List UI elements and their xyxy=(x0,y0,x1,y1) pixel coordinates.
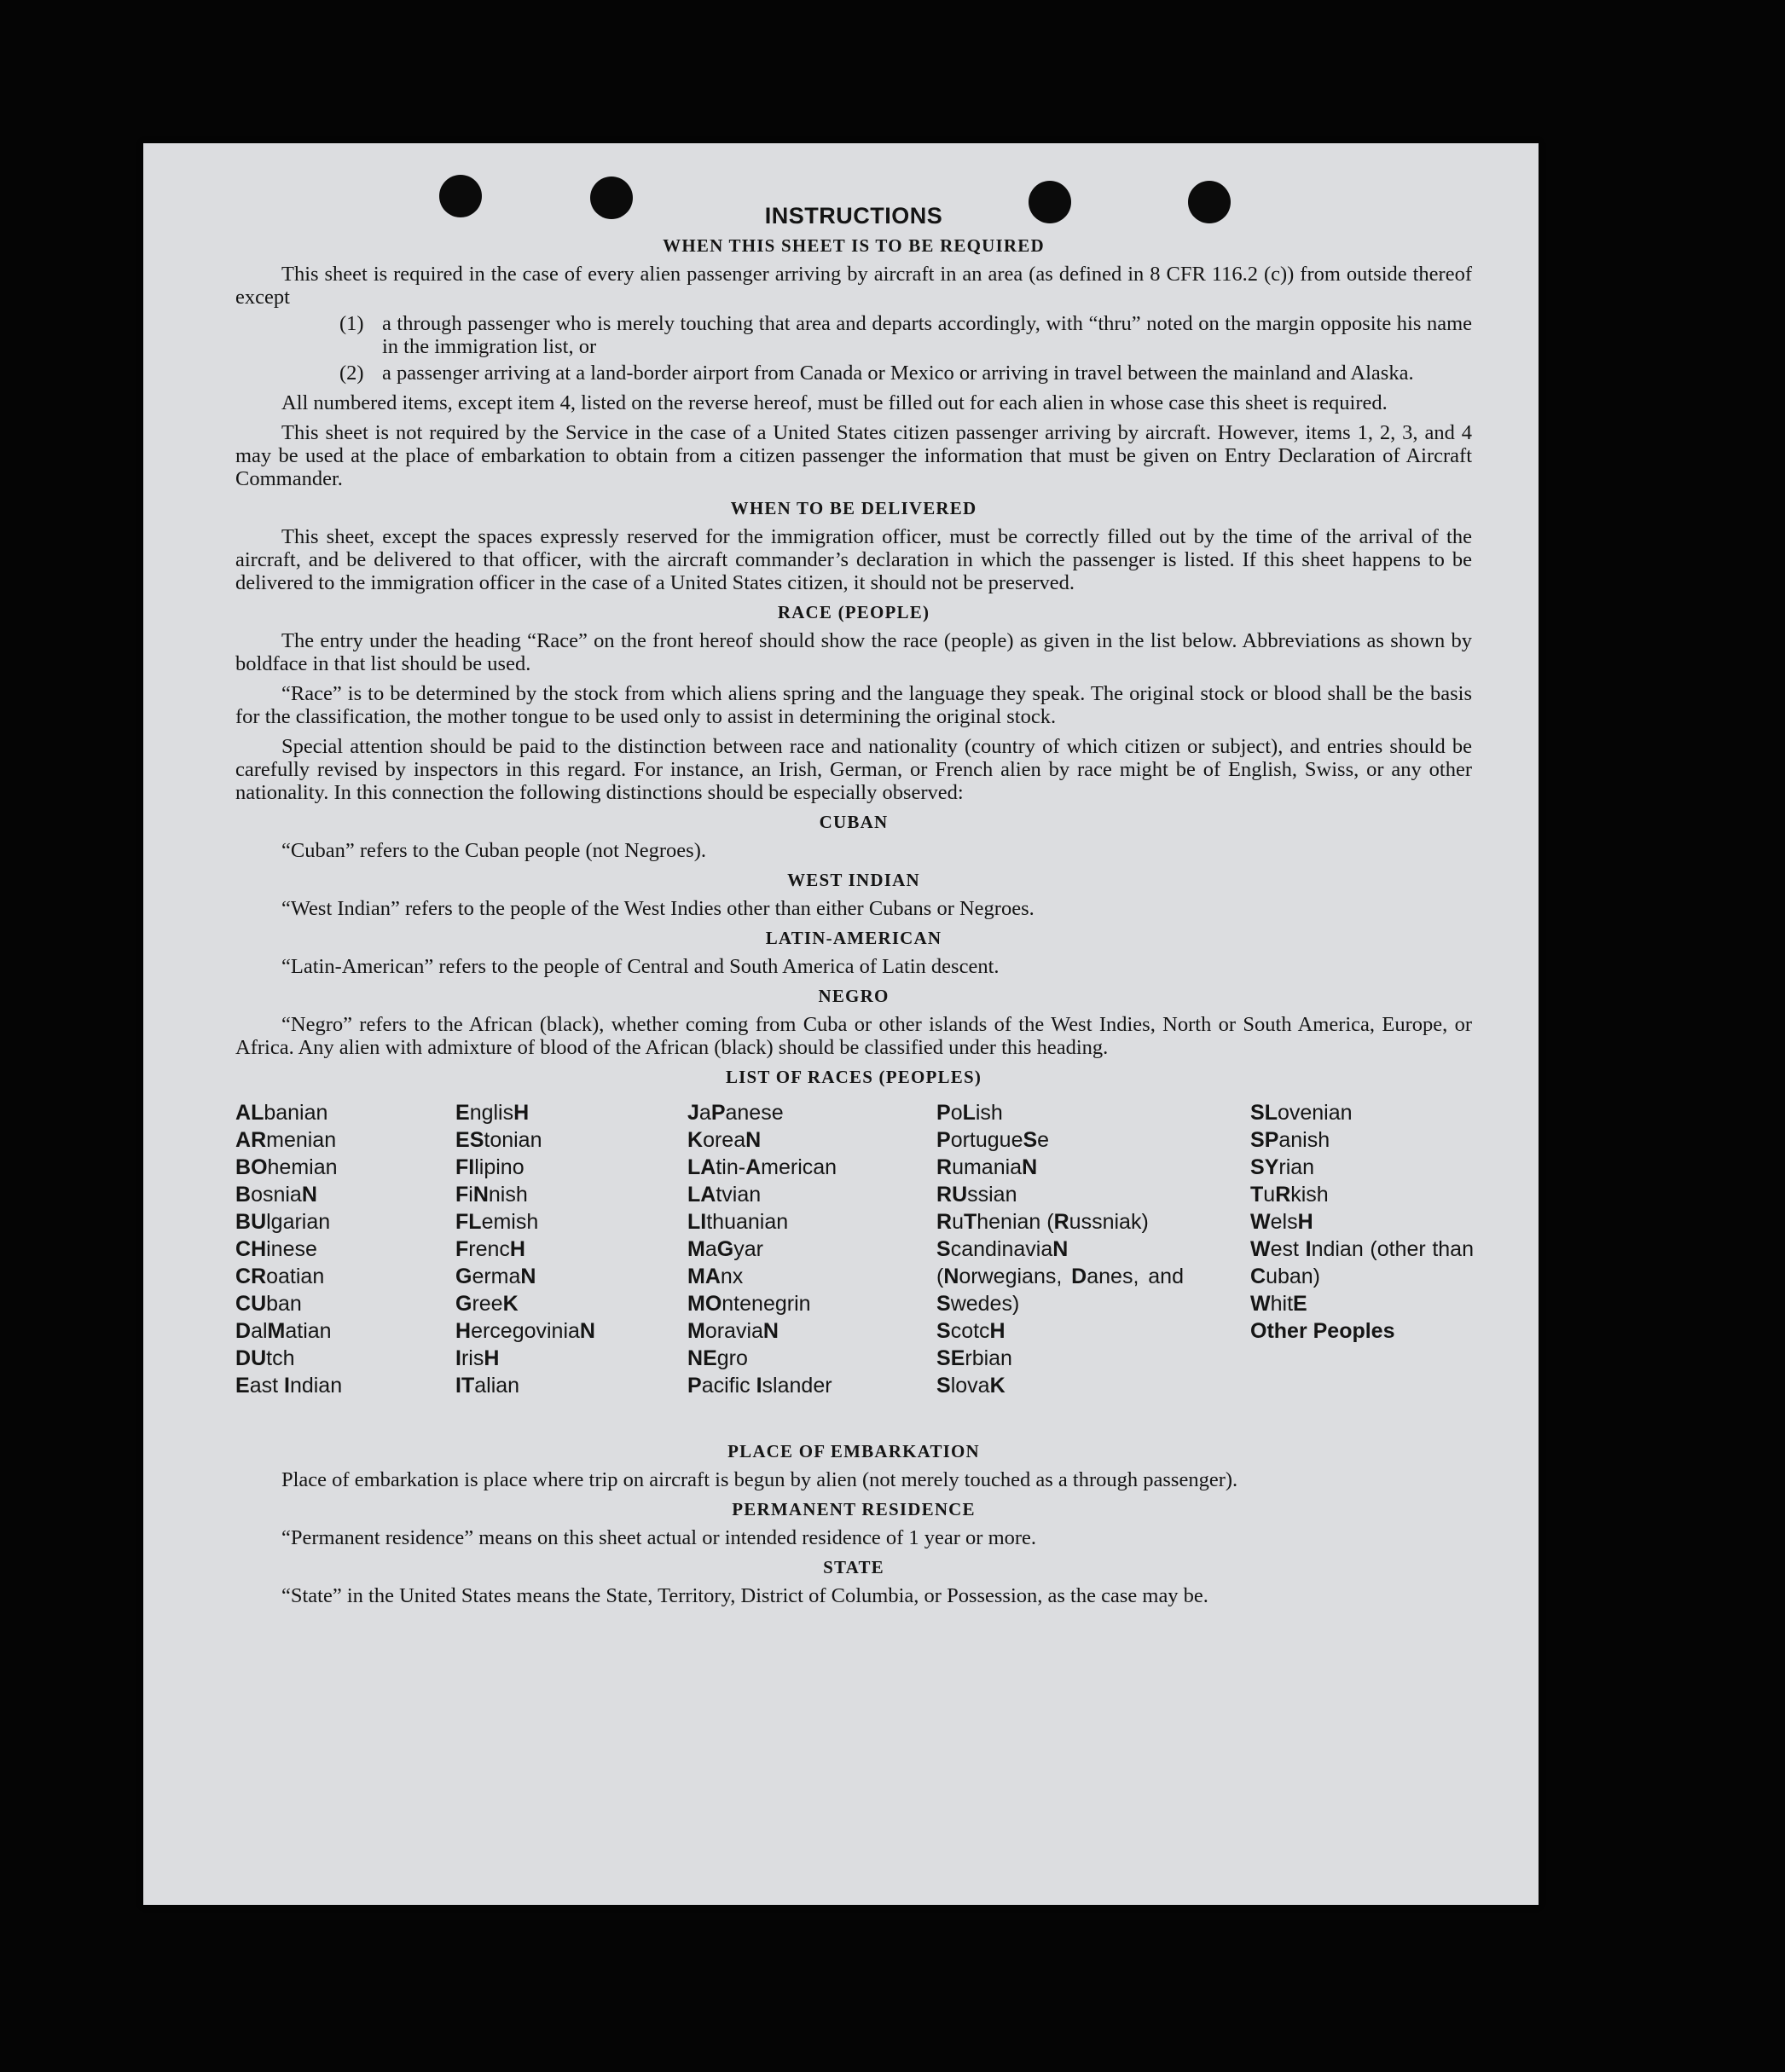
race-item: LAtvian xyxy=(687,1183,762,1207)
paragraph: “Latin-American” refers to the people of Central and South America of Latin descent. xyxy=(281,955,1000,978)
item-number: (2) xyxy=(339,362,364,385)
race-item: FIlipino xyxy=(455,1155,524,1179)
race-item: MaGyar xyxy=(687,1237,763,1261)
numbered-item xyxy=(339,312,1472,358)
race-item: DalMatian xyxy=(235,1319,332,1343)
paragraph: Place of embarkation is place where trip on aircraft is begun by alien (not merely touched as a through passenger). xyxy=(281,1468,1238,1491)
race-item: WhitE xyxy=(1250,1292,1307,1316)
races-column-4 xyxy=(936,1099,1184,1399)
race-item: EStonian xyxy=(455,1128,542,1152)
race-item: CHinese xyxy=(235,1237,317,1261)
race-item: KoreaN xyxy=(687,1128,762,1152)
race-item: CUban xyxy=(235,1292,302,1316)
section-heading: WHEN TO BE DELIVERED xyxy=(730,498,977,518)
paragraph: “State” in the United States means the State, Territory, District of Columbia, or Possession, as the case may be. xyxy=(281,1584,1208,1607)
race-item: ITalian xyxy=(455,1374,520,1398)
races-column-3 xyxy=(687,1099,837,1399)
paragraph: Special attention should be paid to the distinction between race and nationality (country of which citizen or subject), and entries should be carefully revised by inspectors in this regard. For instance, an Irish, German, or French alien by race might be of English, Swiss, or any other nationality. In this connection the following distinctions should be especially observed: xyxy=(235,735,1472,804)
document-title: INSTRUCTIONS xyxy=(764,203,943,229)
paragraph: This sheet is required in the case of every alien passenger arriving by aircraft in an area (as defined in 8 CFR 116.2 (c)) from outside thereof except xyxy=(235,263,1472,309)
section-heading: PLACE OF EMBARKATION xyxy=(727,1441,980,1461)
races-column-2 xyxy=(455,1099,595,1399)
race-item: FrencH xyxy=(455,1237,525,1261)
race-item: FiNnish xyxy=(455,1183,528,1207)
race-item: NEgro xyxy=(687,1346,748,1370)
race-item: West Indian (other than Cuban) xyxy=(1250,1237,1474,1288)
race-item: WelsH xyxy=(1250,1210,1313,1234)
race-item: SLovenian xyxy=(1250,1101,1353,1125)
race-item: RuThenian (Russniak) xyxy=(936,1210,1149,1234)
race-item: IrisH xyxy=(455,1346,500,1370)
paragraph: This sheet is not required by the Service in the case of a United States citizen passenger arriving by aircraft. However, items 1, 2, 3, and 4 may be used at the place of embarkation to obtain from a citizen passenger the information that must be given on Entry Declaration of Aircraft Commander. xyxy=(235,421,1472,490)
race-item: DUtch xyxy=(235,1346,295,1370)
paragraph: “West Indian” refers to the people of the West Indies other than either Cubans or Negroes. xyxy=(281,897,1034,920)
section-heading: LATIN-AMERICAN xyxy=(765,928,942,948)
race-item: GermaN xyxy=(455,1265,536,1288)
item-text: a through passenger who is merely touching that area and departs accordingly, with “thru” noted on the margin opposite his name in the immigration list, or xyxy=(382,312,1472,358)
race-item: PoLish xyxy=(936,1101,1003,1125)
race-item: ALbanian xyxy=(235,1101,328,1125)
race-item: BosniaN xyxy=(235,1183,317,1207)
section-heading: CUBAN xyxy=(819,812,889,832)
race-item: East Indian xyxy=(235,1374,343,1398)
paragraph: The entry under the heading “Race” on the front hereof should show the race (people) as given in the list below. Abbreviations as shown by boldface in that list should be used. xyxy=(235,629,1472,675)
races-list xyxy=(235,1099,1472,1433)
race-item: BOhemian xyxy=(235,1155,338,1179)
races-column-5 xyxy=(1250,1099,1474,1345)
race-item: Pacific Islander xyxy=(687,1374,832,1398)
item-number: (1) xyxy=(339,312,364,335)
race-item: RUssian xyxy=(936,1183,1017,1207)
section-heading: RACE (PEOPLE) xyxy=(777,602,930,622)
race-item: SErbian xyxy=(936,1346,1012,1370)
item-text: a passenger arriving at a land-border airport from Canada or Mexico or arriving in travel between the mainland and Alaska. xyxy=(382,362,1414,385)
race-item: BUlgarian xyxy=(235,1210,331,1234)
section-heading: WEST INDIAN xyxy=(787,870,920,890)
race-item: MoraviaN xyxy=(687,1319,779,1343)
race-item: MOntenegrin xyxy=(687,1292,811,1316)
race-item: HercegoviniaN xyxy=(455,1319,595,1343)
paragraph: “Negro” refers to the African (black), whether coming from Cuba or other islands of the West Indies, North or South America, Europe, or Africa. Any alien with admixture of blood of the African (black) should be classified under this heading. xyxy=(235,1013,1472,1059)
races-column-1 xyxy=(235,1099,342,1399)
race-item: JaPanese xyxy=(687,1101,784,1125)
race-item: ScandinaviaN (Norwegians, Danes, and Swedes) xyxy=(936,1237,1184,1316)
paragraph: “Cuban” refers to the Cuban people (not Negroes). xyxy=(281,839,706,862)
race-item: RumaniaN xyxy=(936,1155,1038,1179)
race-item: LAtin-American xyxy=(687,1155,837,1179)
section-heading: NEGRO xyxy=(818,986,890,1006)
race-item: FLemish xyxy=(455,1210,539,1234)
race-item: ARmenian xyxy=(235,1128,337,1152)
race-item: SlovaK xyxy=(936,1374,1006,1398)
race-item: PortugueSe xyxy=(936,1128,1050,1152)
race-item: SYrian xyxy=(1250,1155,1315,1179)
race-item: Other Peoples xyxy=(1250,1319,1395,1343)
race-item: GreeK xyxy=(455,1292,519,1316)
section-heading: WHEN THIS SHEET IS TO BE REQUIRED xyxy=(663,235,1045,256)
race-item: TuRkish xyxy=(1250,1183,1329,1207)
paragraph: “Permanent residence” means on this sheet actual or intended residence of 1 year or more. xyxy=(281,1526,1037,1549)
race-item: CRoatian xyxy=(235,1265,325,1288)
paragraph: “Race” is to be determined by the stock from which aliens spring and the language they speak. The original stock or blood shall be the basis for the classification, the mother tongue to be used only to assist in determining the original stock. xyxy=(235,682,1472,728)
paragraph: This sheet, except the spaces expressly reserved for the immigration officer, must be correctly filled out by the time of the arrival of the aircraft, and be delivered to that officer, with the aircraft commander’s declaration in which the passenger is listed. If this sheet happens to be delivered to the immigration officer in the case of a United States citizen, it should not be preserved. xyxy=(235,525,1472,594)
section-heading: STATE xyxy=(823,1557,884,1577)
race-item: MAnx xyxy=(687,1265,744,1288)
section-heading: LIST OF RACES (PEOPLES) xyxy=(725,1067,982,1087)
document-body xyxy=(235,205,1472,1607)
race-item: ScotcH xyxy=(936,1319,1006,1343)
numbered-item xyxy=(339,362,1472,385)
document-sheet xyxy=(143,143,1539,1905)
race-item: LIthuanian xyxy=(687,1210,789,1234)
paragraph: All numbered items, except item 4, listed on the reverse hereof, must be filled out for each alien in whose case this sheet is required. xyxy=(281,391,1388,414)
race-item: SPanish xyxy=(1250,1128,1330,1152)
section-heading: PERMANENT RESIDENCE xyxy=(732,1499,976,1519)
race-item: EnglisH xyxy=(455,1101,530,1125)
